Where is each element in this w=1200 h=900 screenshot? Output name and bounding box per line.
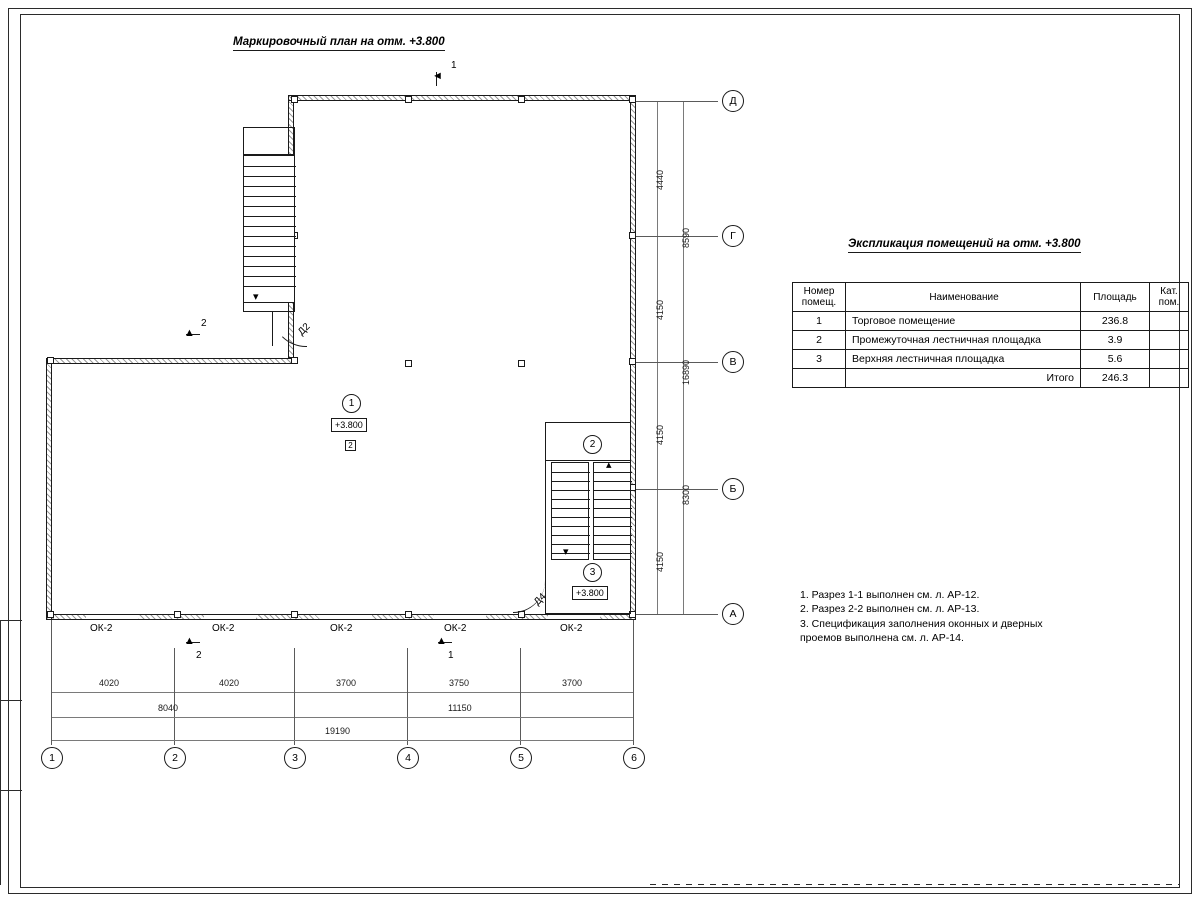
axis-ext-line-v	[633, 620, 634, 745]
stair-run-lower-right	[593, 462, 631, 560]
door-label-d4: Д4	[532, 591, 549, 608]
note-line-3: 3. Спецификация заполнения оконных и дверных	[800, 617, 1043, 630]
stamp-divider	[0, 700, 22, 701]
dim-right-inner: 4150	[655, 299, 665, 320]
axis-marker-3: 3	[284, 747, 306, 769]
note-line-1: 1. Разрез 1-1 выполнен см. л. АР-12.	[800, 589, 980, 601]
cell-name: Верхняя лестничная площадка	[846, 350, 1081, 369]
axis-marker-a: А	[722, 603, 744, 625]
wall-left	[46, 358, 52, 620]
room-category-1: 2	[345, 440, 356, 451]
th-kat-line1: Кат.	[1160, 286, 1178, 297]
dim-bottom-3: 19190	[325, 726, 351, 736]
cell-empty	[793, 369, 846, 388]
axis-ext-line	[636, 236, 718, 237]
th-number-line1: Номер	[803, 286, 835, 297]
stamp-divider	[0, 620, 22, 621]
dim-row-1	[51, 692, 633, 693]
axis-marker-6: 6	[623, 747, 645, 769]
dim-bottom-2: 11150	[448, 703, 472, 713]
room-tag-3: 3	[583, 563, 602, 582]
th-name: Наименование	[846, 283, 1081, 312]
stair-landing-upper	[243, 127, 295, 155]
cell-kat	[1150, 331, 1189, 350]
axis-ext-line	[636, 362, 718, 363]
dim-right-inner: 4150	[655, 424, 665, 445]
room-tag-2: 2	[583, 435, 602, 454]
stamp-divider	[0, 790, 22, 791]
section-mark-1-bottom-arrow-icon: ▲	[436, 635, 447, 647]
dim-bottom-1: 3700	[336, 678, 357, 688]
cell-area: 3.9	[1081, 331, 1150, 350]
cell-total-value: 246.3	[1081, 369, 1150, 388]
axis-marker-1: 1	[41, 747, 63, 769]
wall-mid-horizontal	[46, 358, 294, 364]
cell-kat	[1150, 312, 1189, 331]
window-label: ОК-2	[560, 623, 583, 634]
cell-total-label: Итого	[846, 369, 1081, 388]
dim-right-outer-total: 16890	[681, 359, 691, 385]
dim-row-3	[51, 740, 633, 741]
axis-ext-line	[636, 614, 718, 615]
dim-right-outer-top: 4440	[655, 169, 665, 190]
column	[629, 96, 636, 103]
window-opening	[548, 614, 600, 620]
th-number-line2: помещ.	[801, 297, 837, 308]
stair-run-upper	[243, 155, 295, 303]
cell-area: 236.8	[1081, 312, 1150, 331]
dim-right-mid: 8300	[681, 484, 691, 505]
table-title: Экспликация помещений на отм. +3.800	[848, 238, 1081, 253]
cell-number: 1	[793, 312, 846, 331]
stair-direction-arrow-down-icon: ▾	[563, 546, 569, 558]
room-level-1: +3.800	[331, 418, 367, 432]
column	[291, 357, 298, 364]
section-mark-1-top-arrow-icon: ◄	[432, 70, 443, 82]
section-mark-label: 2	[196, 650, 202, 661]
axis-ext-line	[636, 489, 718, 490]
note-line-2: 2. Разрез 2-2 выполнен см. л. АР-13.	[800, 603, 980, 616]
cell-name: Промежуточная лестничная площадка	[846, 331, 1081, 350]
wall-top	[288, 95, 636, 101]
dim-bottom-1: 4020	[219, 678, 240, 688]
dim-row-2	[51, 717, 633, 718]
stair-wall-lower	[545, 460, 631, 461]
section-mark-2-left-arrow-icon: ▲	[184, 327, 195, 339]
column	[629, 358, 636, 365]
cell-number: 2	[793, 331, 846, 350]
axis-ext-line	[636, 101, 718, 102]
dim-bottom-1: 3750	[449, 678, 470, 688]
table-row	[793, 331, 1189, 350]
column	[174, 611, 181, 618]
column	[291, 611, 298, 618]
axis-marker-g: Г	[722, 225, 744, 247]
window-opening	[86, 614, 138, 620]
th-kat-line2: пом.	[1158, 297, 1180, 308]
window-label: ОК-2	[90, 623, 113, 634]
table-row	[793, 350, 1189, 369]
dim-bottom-1: 4020	[99, 678, 120, 688]
section-mark-label: 1	[448, 650, 454, 661]
cell-empty	[1150, 369, 1189, 388]
room-schedule-table	[792, 282, 1189, 388]
axis-marker-2: 2	[164, 747, 186, 769]
window-label: ОК-2	[330, 623, 353, 634]
table-header-row	[793, 283, 1189, 312]
column	[405, 96, 412, 103]
dim-bottom-1: 3700	[562, 678, 583, 688]
dim-right-mid: 8590	[681, 227, 691, 248]
room-level-3: +3.800	[572, 586, 608, 600]
dim-chain-mid	[683, 101, 684, 614]
column	[47, 357, 54, 364]
window-opening	[204, 614, 256, 620]
stair-direction-arrow-up-icon: ▴	[606, 459, 612, 471]
column	[47, 611, 54, 618]
table-total-row	[793, 369, 1189, 388]
column	[405, 611, 412, 618]
window-opening	[320, 614, 372, 620]
column	[291, 96, 298, 103]
stair-direction-arrow-icon: ▾	[253, 291, 259, 303]
note-line-4: проемов выполнена см. л. АР-14.	[800, 632, 964, 645]
axis-marker-5: 5	[510, 747, 532, 769]
dim-bottom-2: 8040	[158, 703, 179, 713]
door-label-d2: Д2	[296, 321, 313, 338]
room-tag-1: 1	[342, 394, 361, 413]
cell-kat	[1150, 350, 1189, 369]
cell-number: 3	[793, 350, 846, 369]
section-mark-label: 2	[201, 318, 207, 329]
window-label: ОК-2	[212, 623, 235, 634]
section-mark-label: 1	[451, 60, 457, 71]
cell-name: Торговое помещение	[846, 312, 1081, 331]
axis-marker-v: В	[722, 351, 744, 373]
axis-marker-b: Б	[722, 478, 744, 500]
stamp-divider	[0, 620, 1, 885]
sheet-bottom-dashed-line	[650, 884, 1180, 885]
stair-run-lower-left	[551, 462, 589, 560]
column-interior	[518, 360, 525, 367]
notes-block	[800, 588, 1120, 646]
axis-marker-d: Д	[722, 90, 744, 112]
column-interior	[405, 360, 412, 367]
th-area: Площадь	[1081, 283, 1150, 312]
cell-area: 5.6	[1081, 350, 1150, 369]
th-number	[793, 283, 846, 312]
window-opening	[434, 614, 486, 620]
dim-right-inner: 4150	[655, 551, 665, 572]
plan-title: Маркировочный план на отм. +3.800	[233, 36, 445, 51]
table-row	[793, 312, 1189, 331]
axis-ext-line-v	[51, 620, 52, 745]
column	[629, 232, 636, 239]
th-kat	[1150, 283, 1189, 312]
axis-marker-4: 4	[397, 747, 419, 769]
window-label: ОК-2	[444, 623, 467, 634]
column	[518, 96, 525, 103]
section-mark-2-bottom-arrow-icon: ▲	[184, 635, 195, 647]
